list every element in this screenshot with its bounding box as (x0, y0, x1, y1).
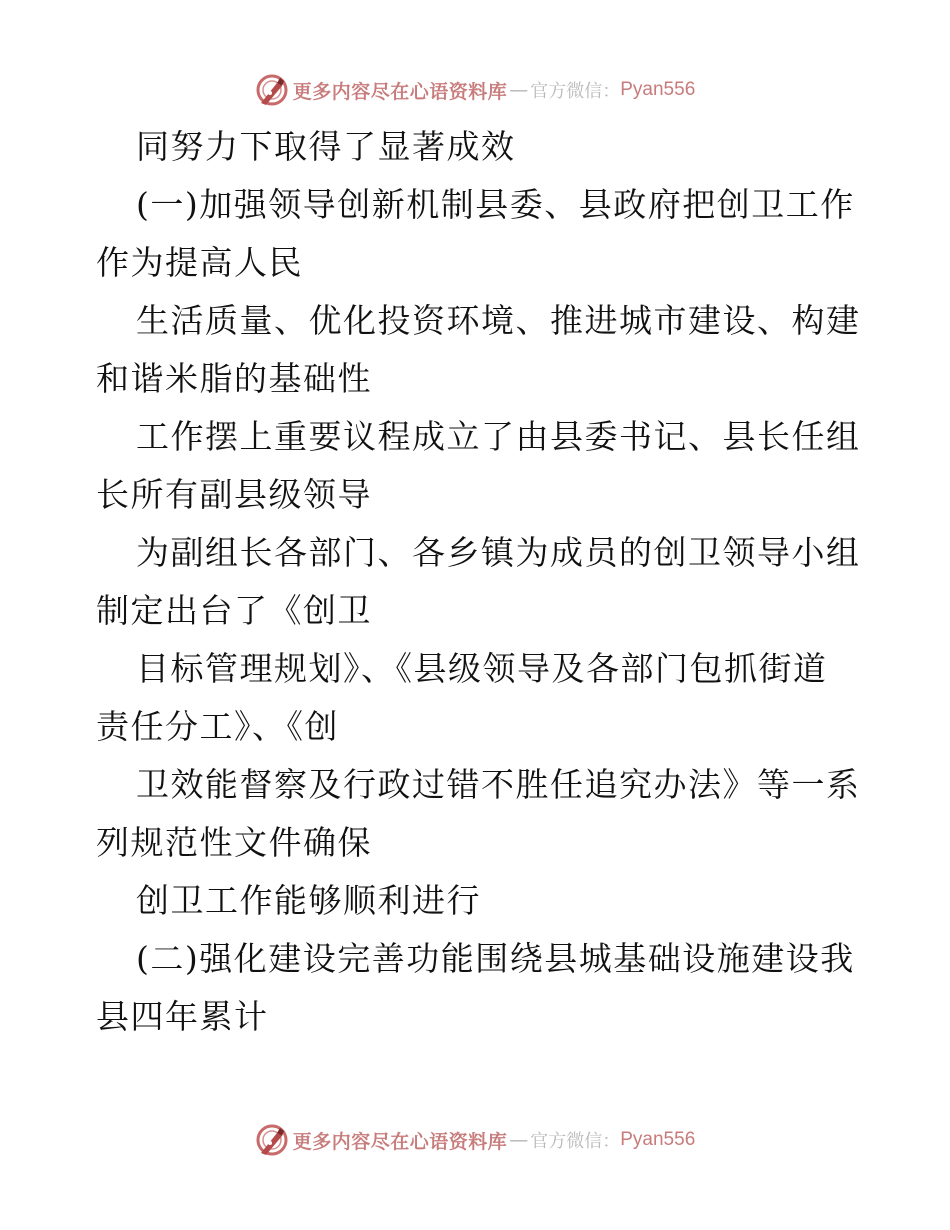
footer-separator: — (509, 1129, 529, 1151)
pen-logo-icon (255, 73, 289, 107)
text-line: 同努力下取得了显著成效 (136, 127, 516, 166)
text-line: 卫效能督察及行政过错不胜任追究办法》等一系 (136, 765, 861, 804)
text-line: 和谐米脂的基础性 (96, 359, 372, 398)
text-line: 目标管理规划》、《县级领导及各部门包抓街道 (136, 649, 828, 688)
footer-wechat-id: Pyan556 (620, 1129, 696, 1150)
text-line: 责任分工》、《创 (96, 707, 339, 746)
text-line: 工作摆上重要议程成立了由县委书记、县长任组 (136, 417, 861, 456)
header-wechat-id: Pyan556 (620, 79, 696, 100)
text-line: 作为提高人民 (96, 243, 303, 282)
text-line: 生活质量、优化投资环境、推进城市建设、构建 (136, 301, 861, 340)
header-promo-text: 更多内容尽在心语资料库 (292, 80, 508, 103)
text-line: 为副组长各部门、各乡镇为成员的创卫领导小组 (136, 533, 861, 572)
header-banner (0, 70, 950, 110)
document-body (96, 118, 861, 1046)
text-line: (二)强化建设完善功能围绕县城基础设施建设我 (136, 939, 855, 978)
header-separator: — (509, 79, 529, 101)
footer-promo-text: 更多内容尽在心语资料库 (292, 1130, 508, 1153)
text-line: (一)加强领导创新机制县委、县政府把创卫工作 (136, 185, 855, 224)
text-line: 创卫工作能够顺利进行 (136, 881, 481, 920)
text-line: 列规范性文件确保 (96, 823, 372, 862)
text-line: 县四年累计 (96, 997, 269, 1036)
pen-logo-icon (255, 1123, 289, 1157)
text-line: 长所有副县级领导 (96, 475, 372, 514)
header-wechat-label: 官方微信： (530, 81, 621, 102)
text-line: 制定出台了《创卫 (96, 591, 372, 630)
footer-wechat-label: 官方微信： (530, 1131, 621, 1152)
footer-banner (0, 1120, 950, 1160)
